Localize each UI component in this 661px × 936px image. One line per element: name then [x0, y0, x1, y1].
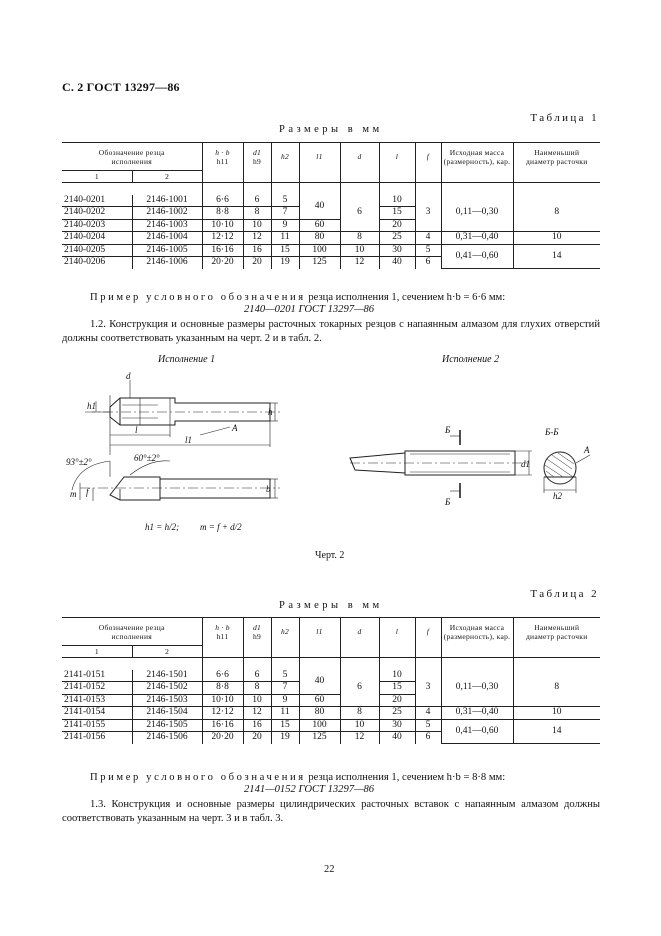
table-row: 2141-0156 2146-1506 20·20 20 19 125 12 40 6	[62, 732, 600, 744]
dim-h2: h2	[553, 491, 562, 501]
table-row: 2140-0203 2146-1003 10·10 10 9 60 20	[62, 219, 600, 232]
table-row: 2140-0205 2146-1005 16·16 16 15 100 10 30 5 0,41—0,60 14	[62, 244, 600, 257]
table2	[62, 618, 600, 744]
paragraph-1-2: 1.2. Конструкция и основные размеры расточных токарных резцов с напаянным алмазом для глухих отверстий должны соответствовать указанным на черт. 2 и в табл. 2.	[62, 319, 600, 344]
table-row: 2140-0201 2146-1001 6·6 6 5 40 6 10 3 0,11—0,30 8	[62, 195, 600, 207]
table-row: 2140-0204 2146-1004 12·12 12 11 80 8 25 4 0,31—0,40 10	[62, 232, 600, 245]
table2-label: Таблица 2	[530, 588, 599, 600]
section-label: Б-Б	[545, 427, 559, 437]
table-row: 2141-0155 2146-1505 16·16 16 15 100 10 30 5 0,41—0,60 14	[62, 719, 600, 732]
th-mass: Исходная масса (размерность), кар.	[441, 143, 513, 171]
th-d1: d1 h9	[243, 618, 271, 646]
table1	[62, 143, 600, 269]
page-header: С. 2 ГОСТ 13297—86	[62, 80, 180, 94]
th-l: l	[379, 143, 415, 171]
th-exec2: 2	[132, 646, 202, 658]
label-A: А	[232, 423, 238, 433]
th-l: l	[379, 618, 415, 646]
dim-h: h	[268, 407, 273, 417]
table-row: 2140-0202 2146-1002 8·8 8 7 15	[62, 207, 600, 220]
th-mass: Исходная масса (размерность), кар.	[441, 618, 513, 646]
dim-angle1: 93°±2°	[66, 457, 92, 467]
th-f: f	[415, 618, 441, 646]
dim-b: b	[266, 484, 271, 494]
drawing-chert-2	[60, 365, 605, 545]
formula-h1: h1 = h/2;	[145, 522, 180, 532]
drawing-caption: Черт. 2	[315, 550, 345, 561]
th-d1: d1 h9	[243, 143, 271, 171]
table-row: 2141-0154 2146-1504 12·12 12 11 80 8 25 4 0,31—0,40 10	[62, 707, 600, 720]
th-d: d	[340, 618, 379, 646]
th-l1: l1	[299, 143, 340, 171]
th-designation: Обозначение резца исполнения	[98, 147, 165, 166]
section-label-A: А	[584, 445, 590, 455]
th-exec1: 1	[62, 646, 132, 658]
section-mark-bottom: Б	[445, 497, 451, 507]
formula-m: m = f + d/2	[200, 522, 242, 532]
th-hb: h · b h11	[202, 618, 243, 646]
table1-subtitle: Размеры в мм	[279, 124, 383, 135]
dim-l1: l1	[185, 435, 193, 445]
th-exec1: 1	[62, 171, 132, 183]
example1-code: 2140—0201 ГОСТ 13297—86	[244, 304, 375, 315]
th-diam: Наименьший диаметр расточки	[513, 618, 600, 646]
th-h2: h2	[271, 618, 299, 646]
th-exec2: 2	[132, 171, 202, 183]
dim-f: f	[86, 487, 89, 497]
th-l1: l1	[299, 618, 340, 646]
table1-label: Таблица 1	[530, 112, 599, 124]
section-mark-top: Б	[445, 425, 451, 435]
dim-d1: d1	[521, 459, 530, 469]
table-row: 2140-0206 2146-1006 20·20 20 19 125 12 40 6	[62, 257, 600, 269]
example2-code: 2141—0152 ГОСТ 13297—86	[244, 784, 375, 795]
th-diam: Наименьший диаметр расточки	[513, 143, 600, 171]
exec2-label: Исполнение 2	[442, 354, 500, 365]
exec1-label: Исполнение 1	[158, 354, 216, 365]
table-row: 2141-0151 2146-1501 6·6 6 5 40 6 10 3 0,11—0,30 8	[62, 670, 600, 682]
dim-m: m	[70, 489, 77, 499]
th-h2: h2	[271, 143, 299, 171]
example1-line: Пример условного обозначения резца исполнения 1, сечением h·b = 6·6 мм:	[90, 292, 506, 303]
th-f: f	[415, 143, 441, 171]
th-hb: h · b h11	[202, 143, 243, 171]
dim-h1: h1	[87, 401, 96, 411]
table-row: 2141-0153 2146-1503 10·10 10 9 60 20	[62, 694, 600, 707]
dim-d: d	[126, 371, 131, 381]
table2-subtitle: Размеры в мм	[279, 600, 383, 611]
dim-angle2: 60°±2°	[134, 453, 160, 463]
page-number: 22	[324, 864, 335, 875]
th-d: d	[340, 143, 379, 171]
table-row: 2141-0152 2146-1502 8·8 8 7 15	[62, 682, 600, 695]
example2-line: Пример условного обозначения резца исполнения 1, сечением h·b = 8·8 мм:	[90, 772, 506, 783]
paragraph-1-3: 1.3. Конструкция и основные размеры цилиндрических расточных вставок с напаянным алмазом должны соответствовать указанным на черт. 3 и в табл. 3.	[62, 799, 600, 824]
th-designation: Обозначение резца исполнения	[98, 622, 165, 641]
dim-l: l	[135, 425, 138, 435]
